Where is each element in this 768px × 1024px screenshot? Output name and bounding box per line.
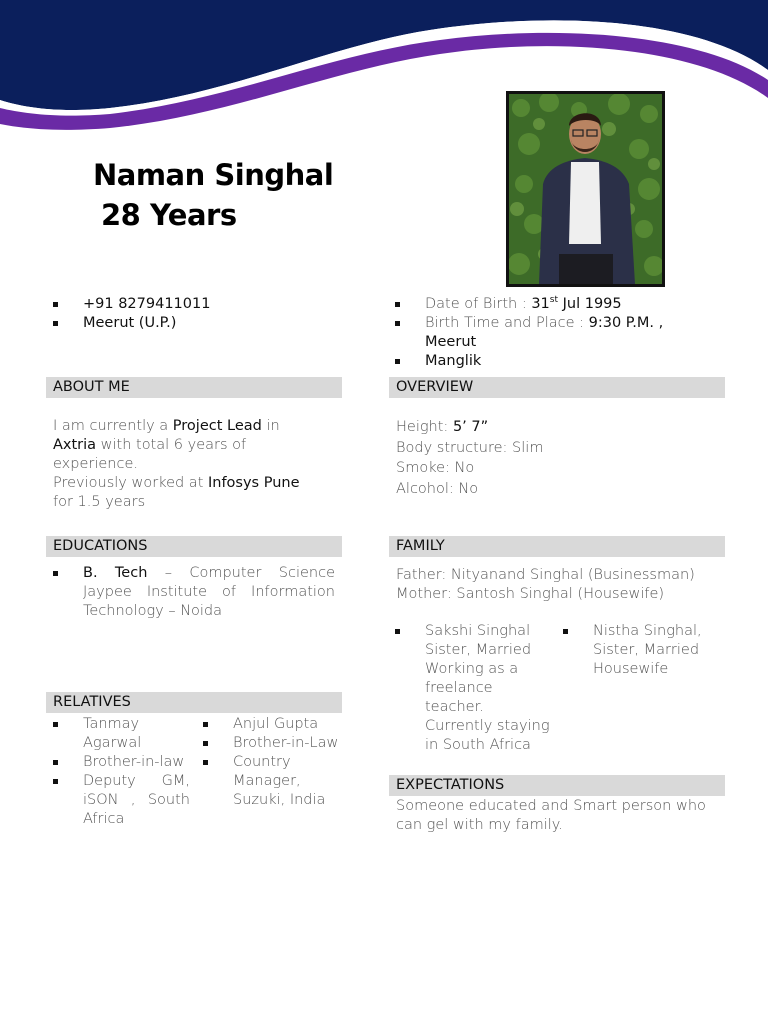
sibling-1: Sakshi Singhal Sister, Married Working as a freelance teacher. Currently staying in South Africa bbox=[389, 622, 553, 755]
mother: Mother: Santosh Singhal (Housewife) bbox=[396, 586, 665, 602]
sibling-list-2 bbox=[557, 622, 717, 679]
relative-name: Anjul Gupta bbox=[197, 715, 342, 734]
date-of-birth-item bbox=[389, 295, 709, 314]
profile-name: Naman Singhal bbox=[93, 158, 334, 192]
about-p1c: with total 6 years of experience. bbox=[53, 437, 247, 472]
dob-day: 31 bbox=[531, 296, 550, 312]
birth-time-item bbox=[389, 314, 709, 352]
about-p1a: I am currently a bbox=[53, 418, 173, 434]
education-list bbox=[47, 564, 335, 621]
about-me-header: ABOUT ME bbox=[46, 377, 342, 398]
educations-header: EDUCATIONS bbox=[46, 536, 342, 557]
expectations-text: Someone educated and Smart person who can gel with my family. bbox=[396, 798, 706, 833]
relative-relation: Brother-in-law bbox=[47, 753, 190, 772]
birth-place: Meerut bbox=[425, 334, 477, 350]
relatives-header: RELATIVES bbox=[46, 692, 342, 713]
degree: B. Tech bbox=[83, 565, 148, 581]
relative-relation: Brother-in-Law bbox=[197, 734, 342, 753]
expectations-header: EXPECTATIONS bbox=[389, 775, 725, 796]
dob-suffix: st bbox=[549, 295, 558, 306]
birth-time-value: 9:30 P.M. , bbox=[588, 315, 664, 331]
smoke-item: Smoke: No bbox=[396, 460, 475, 476]
sibling-list-1 bbox=[389, 622, 553, 755]
family-parents bbox=[396, 566, 726, 604]
birth-time-label: Birth Time and Place : bbox=[425, 315, 589, 331]
relatives-col-1 bbox=[47, 715, 190, 829]
location: Meerut (U.P.) bbox=[47, 314, 347, 333]
dob-rest: Jul 1995 bbox=[558, 296, 622, 312]
alcohol-item: Alcohol: No bbox=[396, 480, 479, 497]
father: Father: Nityanand Singhal (Businessman) bbox=[396, 567, 695, 583]
previous-company: Infosys Pune bbox=[207, 475, 300, 491]
overview-text bbox=[396, 417, 716, 499]
overview-header: OVERVIEW bbox=[389, 377, 725, 398]
profile-photo bbox=[506, 91, 665, 287]
contact-list bbox=[47, 295, 347, 333]
sibling-2: Nistha Singhal, Sister, Married Housewife bbox=[557, 622, 717, 679]
relative-name: Tanmay Agarwal bbox=[47, 715, 190, 753]
profile-age: 28 Years bbox=[101, 198, 237, 232]
education-detail: – Computer Science Jaypee Institute of Information Technology – Noida bbox=[83, 565, 335, 619]
phone-number: +91 8279411011 bbox=[47, 295, 347, 314]
relatives-col-2 bbox=[197, 715, 342, 810]
relative-occupation: Country Manager, Suzuki, India bbox=[197, 753, 342, 810]
height-label: Height: bbox=[396, 419, 453, 435]
family-header: FAMILY bbox=[389, 536, 725, 557]
body-structure: Body structure: Slim bbox=[396, 439, 544, 456]
about-p2b: for 1.5 years bbox=[53, 494, 146, 510]
relative-occupation: Deputy GM, iSON , South Africa bbox=[47, 772, 190, 829]
about-me-text bbox=[53, 417, 323, 512]
manglik-item: Manglik bbox=[389, 352, 709, 371]
about-p1b: in bbox=[261, 418, 280, 434]
education-item bbox=[47, 564, 335, 621]
current-company: Axtria bbox=[53, 437, 97, 453]
height-value: 5’ 7” bbox=[452, 419, 489, 435]
dob-label: Date of Birth : bbox=[425, 296, 532, 312]
about-p2a: Previously worked at bbox=[53, 475, 208, 491]
birth-details-list bbox=[389, 295, 709, 371]
current-role: Project Lead bbox=[172, 418, 262, 434]
height-item bbox=[396, 417, 716, 438]
